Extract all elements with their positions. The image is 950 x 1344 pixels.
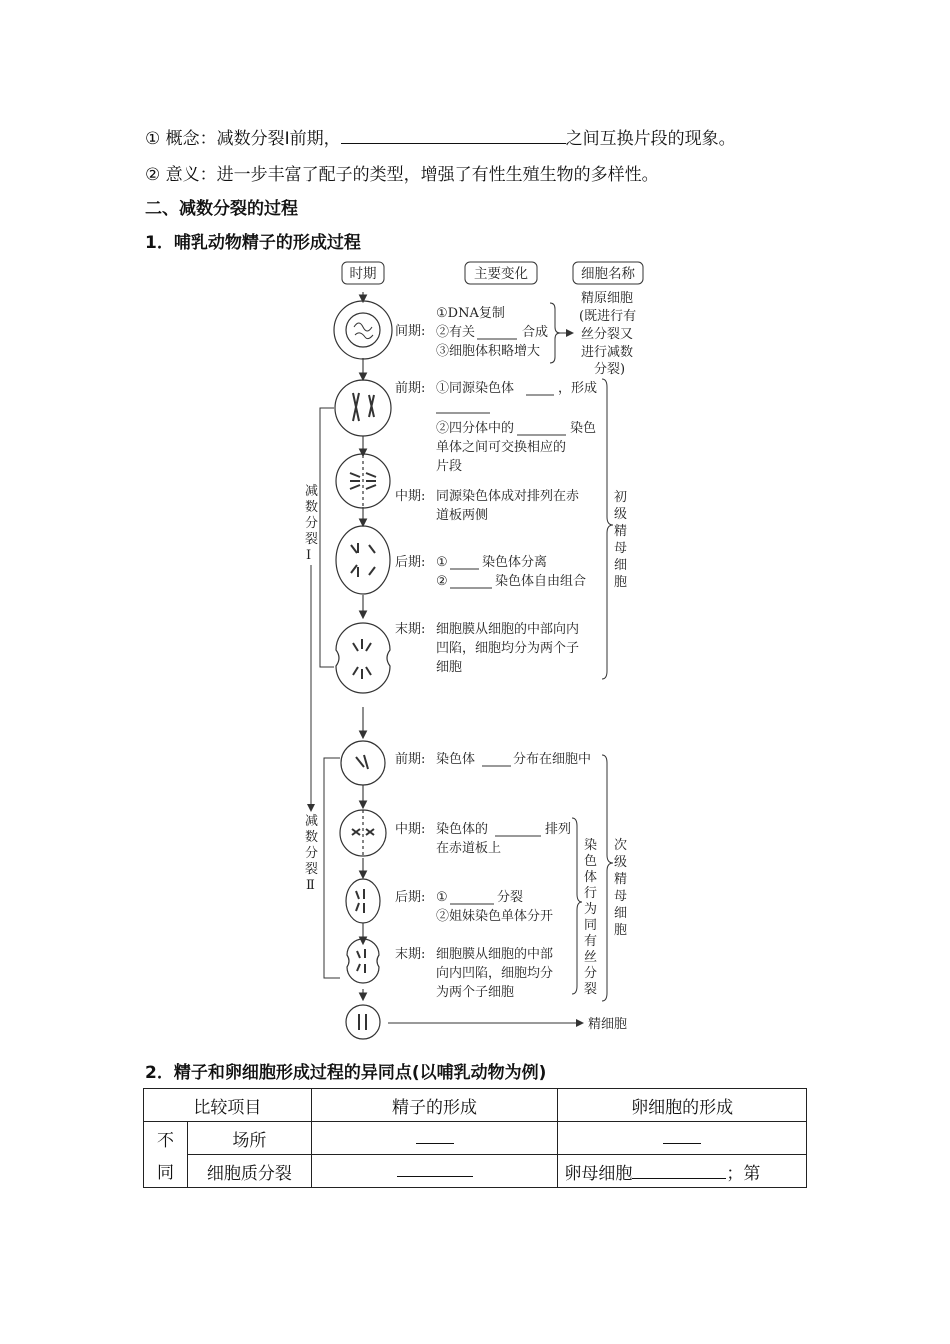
svg-text:有: 有 [584,934,598,949]
m1-metaphase-l1: 同源染色体成对排列在赤 [436,489,580,504]
interphase-l1: ①DNA复制 [436,306,505,321]
svg-text:胞: 胞 [614,575,628,590]
diff-label-2: 同 [144,1155,188,1188]
interphase-l3: ③细胞体积略增大 [436,344,541,359]
meaning-line: ② 意义：进一步丰富了配子的类型，增强了有性生殖生物的多样性。 [145,165,659,185]
m2-like-mitosis [584,837,597,997]
m1-prophase-l1a: ①同源染色体 [436,381,515,396]
m1-prophase-l3b: 染色 [570,421,597,436]
cell-m2-prophase [341,741,385,785]
m1-bracket [320,408,334,667]
m2-metaphase-label: 中期: [395,822,426,837]
sub1-heading: 1．哺乳动物精子的形成过程 [145,233,361,253]
cell-m2-metaphase [340,810,386,856]
svg-text:裂: 裂 [584,982,598,997]
svg-text:(既进行有: (既进行有 [579,309,637,324]
cell-final [346,1005,380,1039]
m1-prophase-l4: 单体之间可交换相应的 [436,440,567,455]
final-cell-name: 精细胞 [588,1017,628,1032]
svg-text:染: 染 [584,838,598,853]
svg-text:减: 减 [305,484,319,499]
comparison-table [143,1088,807,1188]
row1-item: 场所 [187,1122,311,1155]
svg-text:分: 分 [305,846,319,861]
concept-blank[interactable] [341,127,566,144]
m2-cell-name [614,837,627,938]
m1-anaphase-l1a: ① [436,555,448,570]
m2-anaphase-l1a: ① [436,890,448,905]
m1-telophase-l3: 细胞 [436,660,463,675]
m1-prophase-l3a: ②四分体中的 [436,421,515,436]
m1-anaphase-l1b: 染色体分离 [482,555,548,570]
m1-metaphase-label: 中期: [395,489,426,504]
m2-metaphase-l1a: 染色体的 [436,822,489,837]
header-period: 时期 [349,266,377,282]
svg-text:行: 行 [584,886,598,901]
svg-text:母: 母 [614,541,628,556]
cell-m2-anaphase [346,879,380,923]
m2-anaphase-l2: ②姐妹染色单体分开 [436,909,554,924]
m2-anaphase-l1b: 分裂 [497,890,524,905]
cell-m1-anaphase [336,526,390,594]
svg-text:Ⅱ: Ⅱ [306,878,315,893]
row2-egg[interactable] [558,1155,807,1188]
m2-prophase-l1b: 分布在细胞中 [513,752,592,767]
section-heading: 二、减数分裂的过程 [145,199,298,219]
m2-prophase-l1a: 染色体 [436,752,476,767]
svg-text:为: 为 [584,902,598,917]
svg-text:分: 分 [584,966,598,981]
sub2-heading: 2．精子和卵细胞形成过程的异同点(以哺乳动物为例) [145,1063,547,1083]
cell-interphase [334,301,392,359]
m2-anaphase-label: 后期: [395,890,426,905]
svg-text:数: 数 [305,500,319,515]
m1-anaphase-l2b: 染色体自由组合 [495,574,587,589]
svg-text:分裂): 分裂) [594,362,626,377]
row2-sperm[interactable] [311,1155,558,1188]
svg-text:次: 次 [614,838,628,853]
row2-egg-a: 卵母细胞 [564,1163,633,1184]
svg-text:裂: 裂 [305,532,319,547]
table-row [144,1122,807,1155]
svg-text:细: 细 [614,906,628,921]
cell-m1-telophase [336,623,390,693]
cell-m1-metaphase [336,454,390,508]
m2-telophase-l2: 向内凹陷，细胞均分 [436,966,554,981]
interphase-cell-name [579,290,636,377]
m1-anaphase-l2a: ② [436,574,448,589]
m1-telophase-l1: 细胞膜从细胞的中部向内 [436,622,580,637]
table-header-row [144,1089,807,1122]
svg-text:裂: 裂 [305,862,319,877]
svg-text:分: 分 [305,516,319,531]
header-egg: 卵细胞的形成 [558,1089,807,1122]
svg-text:级: 级 [614,855,628,870]
header-change: 主要变化 [474,266,528,282]
m2-label [305,813,318,893]
m1-prophase-l1b: ，形成 [558,381,598,396]
interphase-l2a: ②有关 [436,325,476,340]
cell-m1-prophase [335,380,391,436]
meiosis-diagram [296,255,656,1040]
svg-text:母: 母 [614,889,628,904]
m2-telophase-l3: 为两个子细胞 [436,985,515,1000]
m1-anaphase-label: 后期: [395,555,426,570]
m2-bracket [324,758,340,978]
m1-cell-name [614,490,627,590]
m2-cell-brace [602,755,613,1001]
interphase-label: 间期: [395,324,426,339]
row2-item: 细胞质分裂 [187,1155,311,1188]
row2-egg-b: ；第 [726,1163,761,1184]
row1-sperm[interactable] [311,1122,558,1155]
m2-metaphase-l2: 在赤道板上 [436,841,502,856]
svg-text:细: 细 [614,558,628,573]
row2-egg-blank[interactable] [632,1162,726,1179]
header-sperm: 精子的形成 [311,1089,558,1122]
svg-text:体: 体 [584,870,598,885]
svg-text:精: 精 [614,872,628,887]
diff-label-1: 不 [144,1122,188,1155]
m1-metaphase-l2: 道板两侧 [436,508,489,523]
m2-telophase-l1: 细胞膜从细胞的中部 [436,947,554,962]
svg-text:数: 数 [305,830,319,845]
interphase-brace [550,303,560,363]
svg-text:Ⅰ: Ⅰ [306,548,312,563]
svg-text:进行减数: 进行减数 [581,345,634,360]
header-cell: 细胞名称 [581,266,635,282]
m1-label [305,483,318,563]
concept-line [145,124,736,149]
svg-text:同: 同 [584,918,598,933]
svg-text:丝分裂又: 丝分裂又 [581,327,634,342]
row1-egg[interactable] [558,1122,807,1155]
m1-telophase-l2: 凹陷，细胞均分为两个子 [436,641,580,656]
m1-telophase-label: 末期: [395,622,426,637]
header-item: 比较项目 [144,1089,312,1122]
m2-mitosis-brace [572,818,582,994]
svg-text:丝: 丝 [584,950,598,965]
m2-telophase-label: 末期: [395,947,426,962]
svg-text:精: 精 [614,524,628,539]
m2-metaphase-l1b: 排列 [545,822,572,837]
interphase-l2b: 合成 [522,325,549,340]
svg-text:初: 初 [614,490,628,505]
m1-prophase-label: 前期: [395,381,426,396]
concept-prefix: ① 概念：减数分裂Ⅰ前期， [145,129,341,149]
svg-text:胞: 胞 [614,923,628,938]
m1-cell-brace [602,379,613,679]
svg-text:减: 减 [305,814,319,829]
m1-prophase-l5: 片段 [436,459,463,474]
cell-m2-telophase [347,939,379,983]
table-row [144,1155,807,1188]
m2-prophase-label: 前期: [395,752,426,767]
svg-text:级: 级 [614,507,628,522]
concept-suffix: 之间互换片段的现象。 [565,129,736,149]
svg-text:色: 色 [584,854,598,869]
svg-text:精原细胞: 精原细胞 [581,291,634,306]
